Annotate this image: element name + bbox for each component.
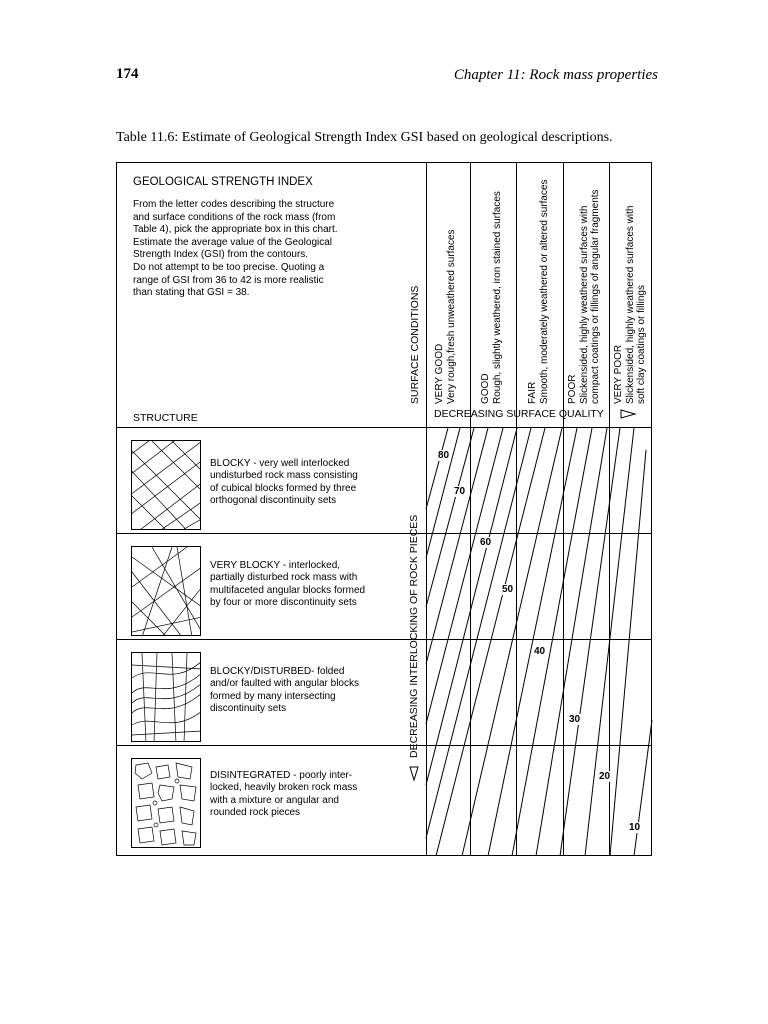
contour-label-50: 50 [502, 584, 514, 595]
contour-label-70: 70 [454, 486, 466, 497]
structure-description-line: multifaceted angular blocks formed [210, 584, 366, 596]
surface-description: Very rough,fresh unweathered surfaces [445, 229, 457, 404]
surface-conditions-label: SURFACE CONDITIONS [409, 285, 421, 404]
structure-description-line: with a mixture or angular and [210, 794, 339, 806]
structure-description-line: of cubical blocks formed by three [210, 482, 357, 494]
structure-blocky-disturbed [210, 666, 359, 716]
surface-description: Rough, slightly weathered, iron stained surfaces [491, 191, 503, 404]
page-number: 174 [116, 66, 139, 82]
instruction-line: Do not attempt to be too precise. Quoting a [133, 261, 325, 273]
structure-description-line: by four or more discontinuity sets [210, 597, 357, 609]
decreasing-interlocking-label: DECREASING INTERLOCKING OF ROCK PIECES [408, 514, 420, 758]
structure-disintegrated [210, 770, 357, 820]
table-caption: Table 11.6: Estimate of Geological Strength Index GSI based on geological descriptions. [116, 130, 613, 145]
contour-label-20: 20 [599, 771, 611, 782]
structure-very-blocky [210, 560, 365, 610]
structure-blocky [210, 458, 358, 508]
instruction-line: Strength Index (GSI) from the contours. [133, 249, 309, 261]
chapter-heading: Chapter 11: Rock mass properties [453, 67, 658, 83]
disintegrated-sketch [131, 758, 201, 848]
surface-column-good [480, 191, 503, 404]
surface-column-very-good [434, 229, 457, 404]
structure-description-line: BLOCKY/DISTURBED- folded [210, 666, 345, 677]
surface-rating: POOR [567, 374, 578, 404]
surface-description: soft clay coatings or fillings [636, 285, 647, 404]
structure-description-line: locked, heavily broken rock mass [210, 782, 358, 794]
instruction-line: Estimate the average value of the Geological [133, 236, 333, 248]
surface-rating: VERY POOR [613, 344, 624, 404]
surface-rating: VERY GOOD [434, 343, 445, 404]
decreasing-surface-quality-label: DECREASING SURFACE QUALITY [434, 408, 604, 420]
blocky-disturbed-sketch [131, 652, 201, 742]
structure-description-line: rounded rock pieces [210, 807, 301, 819]
contour-label-60: 60 [480, 537, 492, 548]
blocky-sketch [131, 440, 201, 530]
structure-description-line: orthogonal discontinuity sets [210, 495, 337, 507]
contour-label-80: 80 [438, 450, 450, 461]
contour-label-10: 10 [629, 822, 641, 833]
structure-description-line: discontinuity sets [210, 703, 287, 715]
very-blocky-sketch [131, 546, 201, 636]
structure-label: STRUCTURE [133, 412, 198, 424]
contour-label-40: 40 [534, 646, 546, 657]
structure-description-line: undisturbed rock mass consisting [210, 470, 358, 482]
instruction-line: and surface conditions of the rock mass (from [133, 211, 336, 223]
structure-description-line: BLOCKY - very well interlocked [210, 458, 350, 469]
surface-column-poor [567, 189, 602, 404]
surface-description: Slickensided, highly weathered surfaces with [578, 205, 590, 404]
instruction-line: range of GSI from 36 to 42 is more realistic [133, 274, 324, 286]
instruction-line: From the letter codes describing the structure [133, 199, 335, 210]
instruction-line: than stating that GSI = 38. [133, 287, 250, 299]
gsi-chart-title: GEOLOGICAL STRENGTH INDEX [133, 176, 313, 188]
surface-rating: FAIR [527, 381, 538, 404]
surface-description: Smooth, moderately weathered or altered surfaces [538, 179, 550, 404]
gsi-instructions [133, 199, 403, 300]
surface-rating: GOOD [480, 373, 491, 404]
surface-description: compact coatings or fillings of angular fragments [590, 189, 601, 404]
surface-description: Slickensided, highly weathered surfaces with [624, 205, 636, 404]
surface-column-very-poor [613, 206, 648, 404]
surface-column-fair [527, 179, 550, 404]
structure-description-line: partially disturbed rock mass with [210, 572, 358, 584]
structure-description-line: and/or faulted with angular blocks [210, 678, 359, 690]
structure-description-line: VERY BLOCKY - interlocked, [210, 560, 341, 571]
contour-label-30: 30 [569, 714, 581, 725]
structure-description-line: formed by many intersecting [210, 690, 336, 702]
structure-description-line: DISINTEGRATED - poorly inter- [210, 770, 353, 781]
instruction-line: Table 4), pick the appropriate box in this chart. [133, 224, 338, 236]
